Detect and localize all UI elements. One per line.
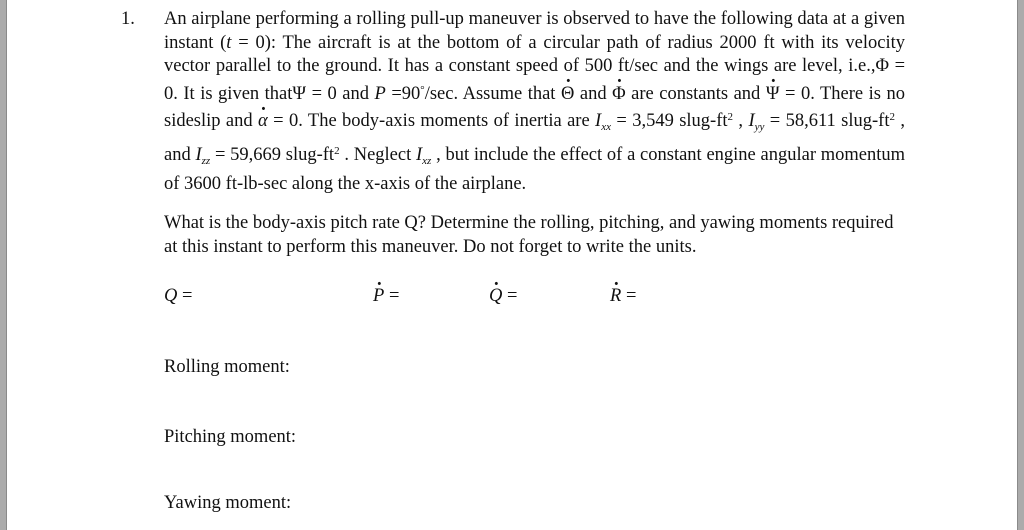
text-segment: = 0. There is no sideslip and <box>164 83 905 131</box>
text-segment: , <box>733 111 749 131</box>
equals-sign: = <box>384 286 400 306</box>
q-answer-label <box>164 285 192 309</box>
text-segment: . It is given that <box>173 83 293 104</box>
pitching-moment-label: Pitching moment: <box>164 427 297 447</box>
text-segment: , and <box>164 111 906 165</box>
t-variable: t <box>226 32 232 53</box>
theta-dot-symbol: · Θ <box>561 83 574 107</box>
alpha-dot-symbol: · α <box>258 110 268 134</box>
subscript-zz: zz <box>201 154 211 167</box>
text-segment: = 0. The body-axis moments of inertia are <box>267 111 596 131</box>
text-segment: . Neglect <box>339 144 416 165</box>
yawing-moment-label: Yawing moment: <box>164 493 292 513</box>
p-variable: P <box>374 83 386 104</box>
inertia-symbol: I <box>415 144 423 165</box>
equals-sign: = <box>621 286 637 306</box>
q-dot-answer-label <box>489 285 517 309</box>
p-value: =90 <box>385 83 421 104</box>
superscript-2: 2 <box>889 111 895 123</box>
text-segment: = 0): The aircraft is at the bottom of a circular path of radius 2000 ft with its velocity vector parallel to the ground. It has a constant speed of 500 ft/sec and the wings are level, i.e., <box>164 32 905 76</box>
problem-number: 1. <box>121 9 135 29</box>
iyy-value: = 58,611 slug-ft <box>764 111 890 131</box>
superscript-2: 2 <box>334 144 340 157</box>
problem-statement <box>164 8 905 197</box>
psi-dot-symbol: · Ψ <box>766 83 780 107</box>
subscript-xx: xx <box>601 121 611 133</box>
document-page <box>6 0 1018 530</box>
text-segment: An airplane performing a rolling pull-up maneuver is observed to have the following data at a given instant ( <box>164 9 905 53</box>
inertia-symbol: I <box>195 144 202 165</box>
r-dot-answer-label <box>610 285 636 309</box>
superscript-2: 2 <box>727 111 734 123</box>
p-dot-symbol: · P <box>373 285 384 309</box>
izz-value: = 59,669 slug-ft <box>210 144 335 165</box>
phi-equation: Φ = 0 <box>164 56 906 104</box>
inertia-symbol: I <box>595 111 602 131</box>
text-segment: . Assume that <box>453 83 561 104</box>
equals-sign: = <box>502 286 518 306</box>
text-segment: and <box>336 83 375 104</box>
text-segment: are constants and <box>625 83 766 104</box>
rolling-moment-label: Rolling moment: <box>164 357 290 377</box>
q-dot-symbol: · Q <box>489 285 502 309</box>
phi-dot-symbol: · Φ <box>612 83 626 107</box>
question-text: What is the body-axis pitch rate Q? Determine the rolling, pitching, and yawing moments required at this instant to perform this maneuver. Do not forget to write the units. <box>164 213 894 257</box>
per-sec: /sec <box>424 83 454 104</box>
text-segment: and <box>574 83 613 104</box>
degree-symbol: ° <box>420 83 425 96</box>
q-symbol: Q <box>164 286 178 306</box>
p-dot-answer-label <box>373 285 399 309</box>
subscript-yy: yy <box>754 121 765 133</box>
psi-equation: Ψ = 0 <box>292 83 337 104</box>
r-dot-symbol: · R <box>610 285 621 309</box>
text-segment: , but include the effect of a constant engine angular momentum of 3600 ft-lb-sec along the x-axis of the airplane. <box>164 144 905 194</box>
inertia-symbol: I <box>748 111 755 131</box>
subscript-xz: xz <box>422 154 432 167</box>
equals-sign: = <box>177 286 193 306</box>
ixx-value: = 3,549 slug-ft <box>610 111 728 131</box>
